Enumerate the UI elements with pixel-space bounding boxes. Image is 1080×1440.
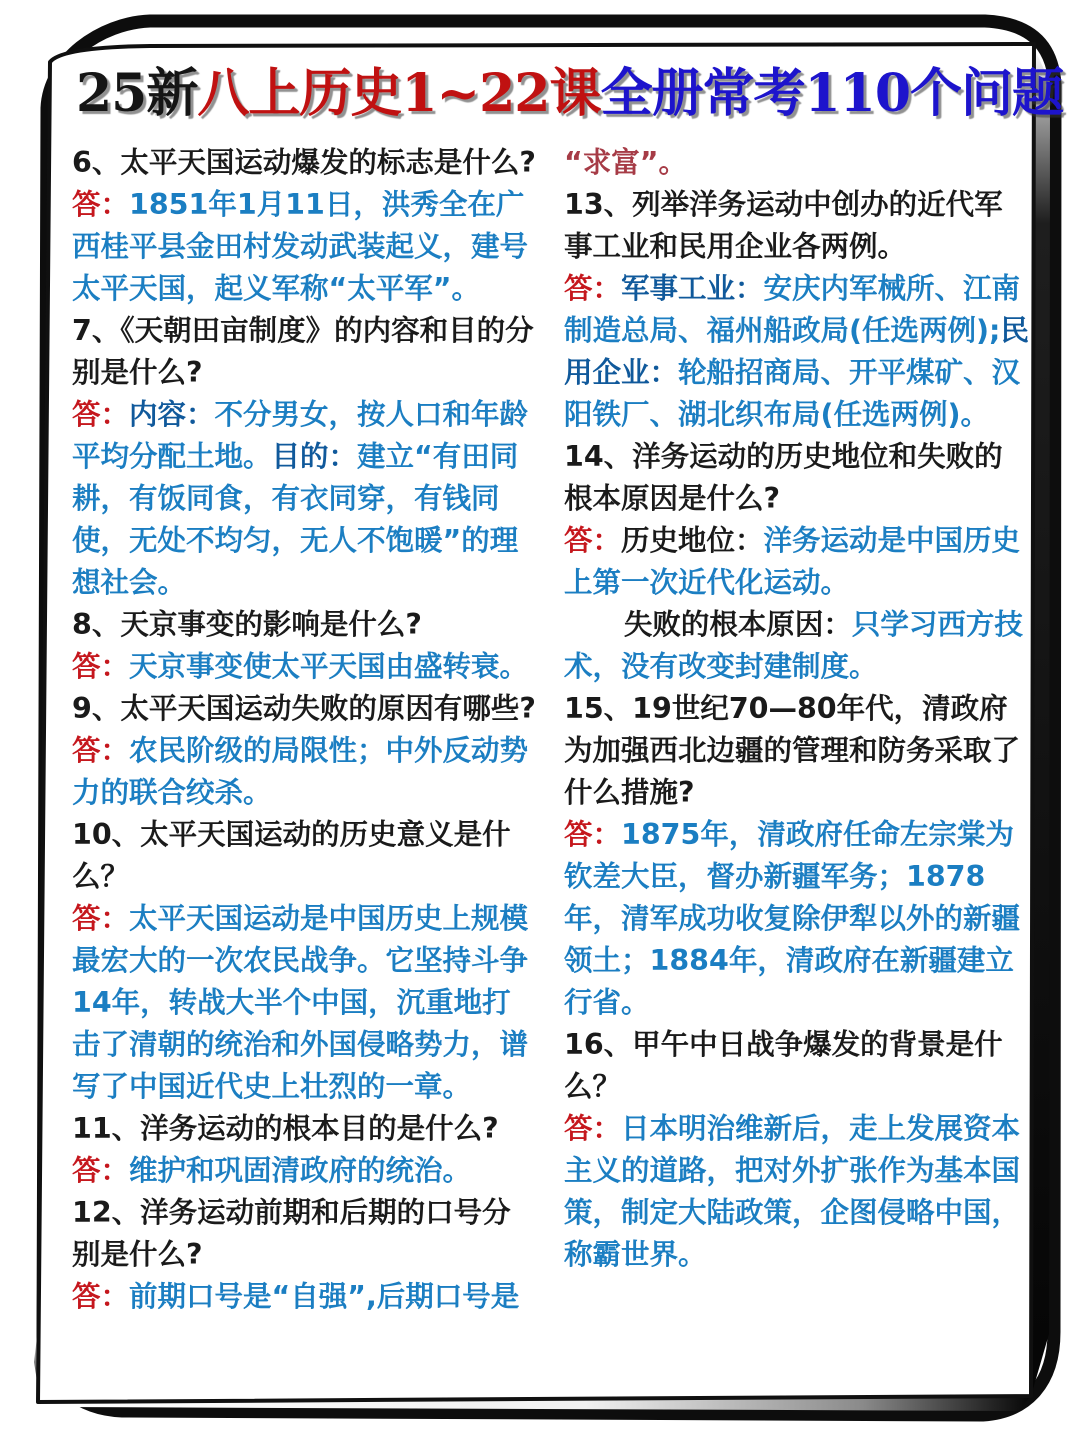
text-segment: 历史地位：: [621, 524, 764, 557]
text-segment: 8、天京事变的影响是什么?: [72, 608, 422, 641]
qa-columns: [72, 142, 1030, 1318]
text-segment: 答：: [564, 1112, 622, 1145]
column-left: [72, 142, 538, 1318]
text-segment: “求富”。: [564, 146, 687, 179]
text-segment: 答：: [564, 818, 622, 851]
qa-paragraph: [72, 604, 538, 646]
text-segment: 9、太平天国运动失败的原因有哪些?: [72, 692, 536, 725]
text-segment: 1851年1月11日，洪秀全在广西桂平县金田村发动武装起义，建号太平天国，起义军称“太平军”。: [72, 188, 529, 305]
page-title: [76, 62, 1064, 126]
qa-paragraph: [72, 688, 538, 730]
text-segment: 军事工业：: [621, 272, 764, 305]
text-segment: 答：: [72, 902, 130, 935]
text-segment: 1875年，清政府任命左宗棠为钦差大臣，督办新疆军务；1878年，清军成功收复除伊犁以外的新疆领土；1884年，清政府在新疆建立行省。: [564, 818, 1021, 1019]
text-segment: 13、列举洋务运动中创办的近代军事工业和民用企业各两例。: [564, 188, 1003, 263]
text-segment: 太平天国运动是中国历史上规模最宏大的一次农民战争。它坚持斗争14年，转战大半个中国，沉重地打击了清朝的统治和外国侵略势力，谱写了中国近代史上壮烈的一章。: [72, 902, 529, 1103]
text-segment: 目的：: [271, 440, 358, 473]
text-segment: 日本明治维新后，走上发展资本主义的道路，把对外扩张作为基本国策，制定大陆政策，企图侵略中国，称霸世界。: [564, 1112, 1021, 1271]
qa-paragraph: [564, 688, 1030, 814]
text-segment: 八上历史1~22课: [197, 63, 601, 124]
text-segment: 10、太平天国运动的历史意义是什么？: [72, 818, 511, 893]
text-segment: 全册常考110个问题: [600, 63, 1064, 124]
qa-paragraph: [72, 730, 538, 814]
qa-paragraph: [564, 184, 1030, 268]
qa-paragraph: [564, 1024, 1030, 1108]
text-segment: 轮船招商局、开平煤矿、汉阳铁厂、湖北织布局(任选两例)。: [564, 356, 1021, 431]
text-segment: 答：: [72, 1154, 130, 1187]
text-segment: 答：: [72, 734, 130, 767]
qa-paragraph: [72, 898, 538, 1108]
text-segment: 只学习西方技术，没有改变封建制度。: [564, 608, 1023, 683]
qa-paragraph: [564, 604, 1030, 688]
text-segment: 答：: [72, 398, 130, 431]
qa-paragraph: [564, 436, 1030, 520]
text-segment: 答：: [72, 650, 130, 683]
text-segment: 14、洋务运动的历史地位和失败的根本原因是什么?: [564, 440, 1003, 515]
qa-paragraph: [72, 646, 538, 688]
text-segment: 前期口号是“自强”,后期口号是: [129, 1280, 520, 1313]
text-segment: 维护和巩固清政府的统治。: [129, 1154, 472, 1187]
qa-paragraph: [72, 1150, 538, 1192]
qa-paragraph: [72, 310, 538, 394]
text-segment: 内容：: [129, 398, 215, 431]
text-segment: 答：: [72, 188, 130, 221]
qa-paragraph: [72, 394, 538, 604]
text-segment: 25新: [76, 63, 198, 124]
text-segment: 11、洋务运动的根本目的是什么?: [72, 1112, 499, 1145]
qa-paragraph: [564, 268, 1030, 436]
text-segment: 洋务运动是中国历史上第一次近代化运动。: [564, 524, 1021, 599]
text-segment: 民用企业：: [564, 314, 1029, 389]
text-segment: 不分男女，按人口和年龄平均分配土地。: [72, 398, 529, 473]
text-segment: 答：: [564, 272, 622, 305]
text-segment: 7、《天朝田亩制度》的内容和目的分别是什么?: [72, 314, 534, 389]
page-content: [72, 62, 1064, 1318]
text-segment: 失败的根本原因：: [623, 608, 852, 641]
text-segment: 安庆内军械所、江南制造总局、福州船政局(任选两例);: [564, 272, 1021, 347]
qa-paragraph: [72, 1192, 538, 1276]
text-segment: 农民阶级的局限性；中外反动势力的联合绞杀。: [72, 734, 529, 809]
qa-paragraph: [564, 520, 1030, 604]
qa-paragraph: [72, 1276, 538, 1318]
text-segment: 建立“有田同耕，有饭同食，有衣同穿，有钱同使，无处不均匀，无人不饱暖”的理想社会。: [72, 440, 519, 599]
qa-paragraph: [564, 814, 1030, 1024]
qa-paragraph: [72, 184, 538, 310]
qa-paragraph: [564, 1108, 1030, 1276]
qa-paragraph: [72, 1108, 538, 1150]
qa-paragraph: [564, 142, 1030, 184]
text-segment: 12、洋务运动前期和后期的口号分别是什么?: [72, 1196, 511, 1271]
qa-paragraph: [72, 814, 538, 898]
text-segment: 天京事变使太平天国由盛转衰。: [129, 650, 529, 683]
qa-paragraph: [72, 142, 538, 184]
text-segment: 6、太平天国运动爆发的标志是什么?: [72, 146, 536, 179]
column-right: [564, 142, 1030, 1318]
text-segment: 答：: [564, 524, 622, 557]
text-segment: 答：: [72, 1280, 130, 1313]
text-segment: 15、19世纪70—80年代，清政府为加强西北边疆的管理和防务采取了什么措施?: [564, 692, 1021, 809]
text-segment: 16、甲午中日战争爆发的背景是什么？: [564, 1028, 1003, 1103]
